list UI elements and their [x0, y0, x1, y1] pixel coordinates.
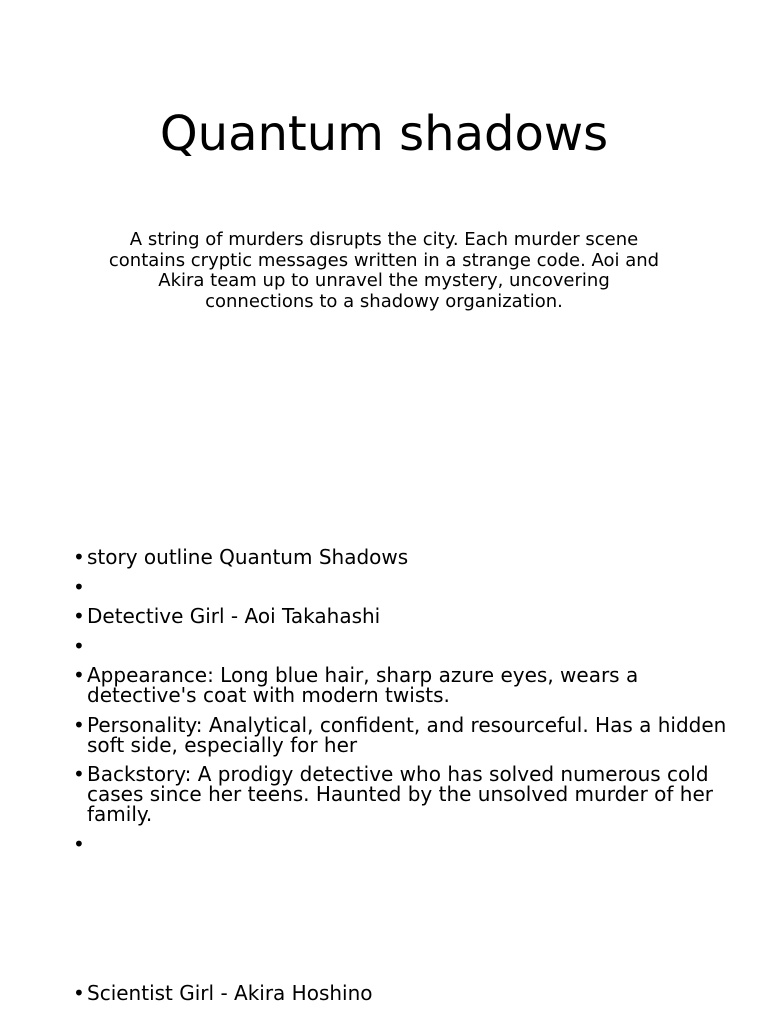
bullet-appearance: • Appearance: Long blue hair, sharp azure eyes, wears a detective's coat with modern twists. [56, 665, 736, 705]
slide-title: Quantum shadows [159, 106, 609, 162]
bullet-detective-girl: • Detective Girl - Aoi Takahashi [56, 606, 736, 626]
story-summary: A string of murders disrupts the city. Each murder scene contains cryptic messages written in a strange code. Aoi and Akira team up to unravel the mystery, uncovering connections to a shadowy organization. [108, 229, 660, 312]
bullet-scientist-girl: • Scientist Girl - Akira Hoshino [56, 983, 736, 1003]
bullet-personality: • Personality: Analytical, confident, and resourceful. Has a hidden soft side, especially for her [56, 715, 736, 755]
outline-bullet-list [56, 547, 736, 1012]
bullet-empty [56, 636, 736, 656]
bullet-empty [56, 577, 736, 597]
bullet-empty [56, 834, 736, 854]
bullet-story-outline: • story outline Quantum Shadows [56, 547, 736, 567]
bullet-backstory: • Backstory: A prodigy detective who has solved numerous cold cases since her teens. Haunted by the unsolved murder of her family. [56, 764, 736, 824]
